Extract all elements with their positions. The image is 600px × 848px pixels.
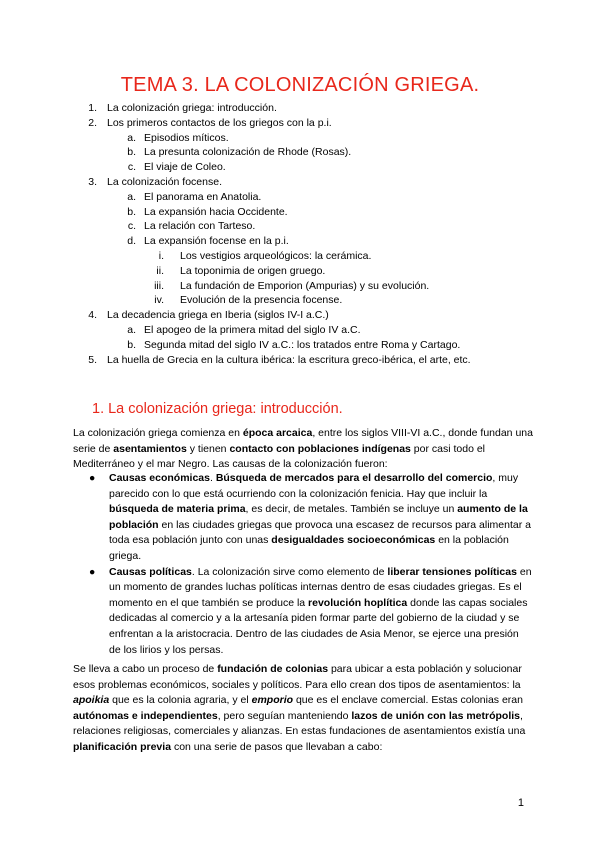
toc-item	[0, 116, 600, 131]
toc-item-text: La toponimia de origen gruego.	[180, 264, 326, 277]
toc-item-text: El apogeo de la primera mitad del siglo IV a.C.	[144, 323, 361, 336]
causes-list	[73, 471, 533, 658]
text-run: , relaciones religiosas, comerciales y alianzas. En estas fundaciones de asentamientos existía una	[73, 709, 526, 738]
toc-item-number: c.	[127, 220, 136, 233]
toc-item-text: La fundación de Emporion (Ampurias) y su evolución.	[180, 279, 430, 292]
toc-item-number: 1.	[88, 102, 97, 114]
emphasis-run: apoikia	[73, 694, 110, 707]
toc-item	[0, 219, 600, 234]
toc-item-text: La huella de Grecia en la cultura ibérica: la escritura greco-ibérica, el arte, etc.	[107, 353, 471, 366]
toc-item-text: Los primeros contactos de los griegos con la p.i.	[107, 116, 332, 129]
toc-item-number: 3.	[88, 175, 97, 188]
page-number: 1	[517, 797, 524, 809]
toc-item-number: c.	[127, 161, 136, 174]
toc-item-text: La colonización griega: introducción.	[107, 102, 277, 114]
toc-item	[0, 264, 600, 279]
toc-item	[0, 205, 600, 220]
bullet-item	[73, 471, 533, 565]
toc-item	[0, 279, 600, 294]
toc-item-text: La decadencia griega en Iberia (siglos IV-I a.C.)	[107, 309, 329, 322]
toc-item	[0, 338, 600, 353]
text-run: para ubicar a esta población y solucionar esos problemas económicos, sociales y políticos. Para ello crean dos tipos de asentamientos: la	[73, 663, 522, 691]
toc-item	[0, 249, 600, 264]
text-run: , es decir, de metales. También se incluye un	[245, 503, 458, 516]
emphasis-run: emporio	[251, 694, 294, 707]
text-run: . La colonización sirve como elemento de	[191, 565, 388, 578]
toc-item-text: La colonización focense.	[107, 175, 222, 188]
toc-item-number: ii.	[156, 264, 164, 277]
toc-item	[0, 131, 600, 146]
text-run: , muy parecido con lo que está ocurriendo con la colonización fenicia. Hay que incluir la	[109, 472, 519, 500]
emphasis-run: Búsqueda de mercados para el desarrollo del comercio	[215, 472, 493, 484]
toc-item-text: El panorama en Anatolia.	[144, 190, 262, 203]
text-run: en las ciudades griegas que provoca una escasez de recursos para alimentar a toda esa población junto con unas	[109, 518, 531, 547]
toc-item-number: a.	[127, 131, 136, 144]
toc-item-text: La expansión focense en la p.i.	[144, 235, 289, 248]
text-run: en la población griega.	[109, 534, 509, 562]
toc-item-number: b.	[127, 338, 136, 351]
bullet-dot-icon: ●	[89, 472, 96, 484]
table-of-contents	[0, 101, 600, 367]
text-run: La colonización griega comienza en	[73, 427, 243, 439]
toc-item-number: iv.	[154, 294, 164, 307]
toc-item	[0, 353, 600, 368]
section-heading: 1. La colonización griega: introducción.	[92, 401, 343, 417]
toc-item-text: La expansión hacia Occidente.	[144, 205, 288, 218]
colonies-paragraph	[73, 662, 533, 756]
toc-item	[0, 190, 600, 205]
emphasis-run: fundación de colonias	[217, 663, 329, 675]
toc-item	[0, 308, 600, 323]
toc-item-number: 5.	[88, 353, 97, 366]
emphasis-run: desigualdades socioeconómicas	[271, 534, 436, 547]
toc-item	[0, 160, 600, 175]
toc-item-text: La relación con Tarteso.	[144, 220, 256, 233]
toc-item	[0, 175, 600, 190]
toc-item-text: El viaje de Coleo.	[144, 161, 226, 174]
page-title: TEMA 3. LA COLONIZACIÓN GRIEGA.	[120, 74, 480, 96]
toc-item-number: 2.	[88, 116, 97, 129]
emphasis-run: Causas políticas	[109, 565, 192, 578]
emphasis-run: época arcaica	[242, 427, 313, 439]
intro-paragraph	[73, 426, 533, 473]
toc-item-number: 4.	[88, 309, 97, 322]
toc-item-number: b.	[127, 146, 136, 159]
toc-item	[0, 101, 600, 116]
text-run: que es el enclave comercial. Estas colonias eran	[293, 694, 523, 707]
toc-item-number: iii.	[154, 279, 164, 292]
toc-item-number: i.	[158, 249, 164, 262]
text-run: con una serie de pasos que llevaban a cabo:	[171, 740, 383, 753]
bullet-dot-icon: ●	[89, 565, 96, 578]
text-run: por casi todo el Mediterráneo y el mar Negro. Las causas de la colonización fueron:	[73, 442, 486, 471]
toc-item-text: Segunda mitad del siglo IV a.C.: los tratados entre Roma y Cartago.	[144, 338, 461, 351]
toc-item	[0, 145, 600, 160]
text-run: donde las capas sociales dedicadas al comercio y a la artesanía piden formar parte del gobierno de la ciudad y se enfrentan a la aristocracia. Dentro de las ciudades de Asia Menor, se ejerce una presión de los lirios y los persas.	[109, 596, 528, 656]
text-run: .	[209, 472, 216, 484]
text-run: en un momento de grandes luchas políticas internas dentro de esas ciudades griegas. Es el momento en el que también se produce la	[109, 565, 532, 609]
emphasis-run: autónomas e independientes	[73, 709, 218, 722]
emphasis-run: aumento de la población	[109, 503, 528, 531]
toc-item-number: a.	[127, 190, 136, 203]
text-run: que es la colonia agraria, y el	[109, 694, 252, 707]
text-run: , entre los siglos VIII-VI a.C., donde fundan una serie de	[73, 427, 533, 455]
emphasis-run: liberar tensiones políticas	[387, 565, 517, 578]
toc-item-text: Los vestigios arqueológicos: la cerámica.	[180, 249, 372, 262]
toc-item-number: b.	[127, 205, 136, 218]
emphasis-run: lazos de unión con las metrópolis	[351, 709, 521, 722]
toc-item	[0, 293, 600, 308]
text-run: y tienen	[186, 442, 230, 455]
bullet-item	[73, 565, 533, 659]
emphasis-run: Causas económicas	[109, 472, 210, 484]
toc-item	[0, 323, 600, 338]
toc-item-number: a.	[127, 323, 136, 336]
toc-item-text: Episodios míticos.	[144, 131, 229, 144]
text-run: , pero seguían manteniendo	[217, 709, 352, 722]
toc-item-number: d.	[127, 235, 136, 248]
toc-item-text: La presunta colonización de Rhode (Rosas).	[144, 146, 352, 159]
emphasis-run: planificación previa	[73, 740, 172, 753]
emphasis-run: contacto con poblaciones indígenas	[229, 442, 411, 455]
toc-item	[0, 234, 600, 249]
toc-item-text: Evolución de la presencia focense.	[180, 294, 343, 307]
text-run: Se lleva a cabo un proceso de	[73, 663, 218, 675]
emphasis-run: búsqueda de materia prima	[109, 503, 246, 516]
emphasis-run: revolución hoplítica	[308, 596, 408, 609]
emphasis-run: asentamientos	[113, 442, 187, 455]
